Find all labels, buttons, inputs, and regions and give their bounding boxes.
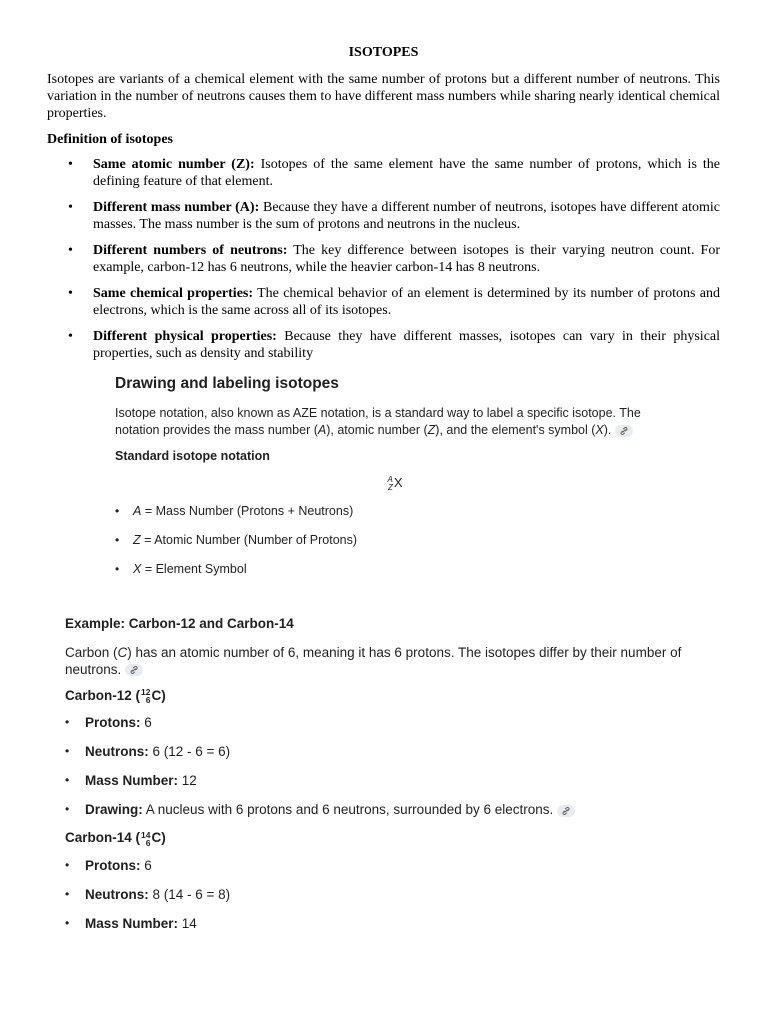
var-z: Z — [427, 423, 436, 437]
item-text: 12 — [178, 773, 197, 789]
legend-text: = Mass Number (Protons + Neutrons) — [141, 504, 354, 518]
legend-var: X — [133, 562, 142, 576]
item-text: A nucleus with 6 protons and 6 neutrons, surrounded by 6 electrons. — [142, 802, 554, 818]
legend-var: Z — [133, 533, 141, 547]
isotope-stack — [141, 831, 150, 847]
legend-text: = Element Symbol — [141, 562, 247, 576]
bullet-icon: • — [68, 286, 73, 301]
bullet-icon: • — [68, 157, 73, 172]
para-text: Carbon ( — [65, 645, 118, 660]
isotope-close: ) — [161, 830, 166, 846]
bullet-text: Because they have different masses, isotopes can vary in their physical properties, such as density and stability — [93, 329, 721, 361]
list-item — [47, 199, 720, 233]
list-item — [65, 886, 705, 903]
para-text: ), atomic number ( — [326, 423, 428, 437]
example-heading: Example: Carbon-12 and Carbon-14 — [65, 616, 294, 631]
bullet-icon: • — [65, 715, 70, 730]
item-term: Mass Number: — [85, 915, 179, 931]
bullet-text: The chemical behavior of an element is determined by its number of protons and electrons, which is the same across all of its isotopes. — [93, 286, 720, 318]
item-text: 6 — [140, 715, 152, 731]
document-body — [47, 44, 720, 371]
isotope-stack — [141, 688, 150, 704]
page-title: ISOTOPES — [348, 45, 419, 60]
list-item — [115, 532, 675, 549]
bullet-icon: • — [68, 200, 73, 215]
isotope-close: ) — [161, 688, 166, 703]
isotope-symbol: C — [151, 830, 162, 846]
bullet-icon: • — [115, 504, 120, 518]
item-text: 6 (12 - 6 = 6) — [148, 744, 231, 760]
isotope-label: Carbon-12 ( — [65, 688, 141, 703]
isotope-mass: 14 — [141, 829, 151, 840]
item-text: 6 — [140, 857, 152, 873]
list-item — [65, 801, 705, 818]
list-item — [65, 772, 705, 789]
bullet-icon: • — [115, 533, 120, 547]
isotope-mass: 12 — [141, 687, 151, 698]
item-term: Mass Number: — [85, 773, 179, 789]
item-term: Neutrons: — [85, 744, 149, 760]
list-item — [65, 857, 705, 874]
bullet-icon: • — [65, 915, 70, 930]
bullet-icon: • — [65, 773, 70, 788]
list-item — [115, 503, 675, 520]
para-text: ) has an atomic number of 6, meaning it has 6 protons. The isotopes differ by their number of neutrons. — [65, 645, 682, 677]
carbon12-list — [65, 714, 705, 818]
item-term: Neutrons: — [85, 886, 149, 902]
item-term: Protons: — [85, 857, 141, 873]
notation-paragraph — [115, 405, 675, 439]
definition-heading: Definition of isotopes — [47, 132, 173, 147]
para-text: ), and the element's symbol ( — [435, 423, 596, 437]
bullet-icon: • — [65, 802, 70, 817]
isotope-notation-inset — [115, 375, 675, 590]
bullet-icon: • — [68, 243, 73, 258]
intro-paragraph: Isotopes are variants of a chemical element with the same number of protons but a different number of neutrons. This variation in the number of neutrons causes them to have different mass numbers while sharing nearly identical chemical properties. — [47, 72, 720, 121]
source-link-icon[interactable] — [125, 664, 143, 676]
source-link-icon[interactable] — [557, 805, 575, 817]
legend-var: A — [133, 504, 142, 518]
list-item — [115, 561, 675, 578]
item-text: 14 — [178, 915, 197, 931]
item-term: Protons: — [85, 715, 141, 731]
list-item — [47, 328, 720, 362]
carbon14-heading — [65, 830, 705, 846]
bullet-term: Different mass number (A): — [93, 200, 260, 215]
list-item — [65, 915, 705, 932]
isotope-atomic: 6 — [145, 837, 151, 848]
source-link-icon[interactable] — [615, 425, 633, 437]
notation-mass: A — [387, 474, 393, 484]
inset-heading: Drawing and labeling isotopes — [115, 375, 339, 392]
para-text: Isotope notation, also known as AZE notation, is a standard way to label a specific isotope. The notation provides the mass number ( — [115, 406, 641, 437]
notation-legend — [115, 503, 675, 578]
bullet-term: Different physical properties: — [93, 329, 277, 344]
bullet-term: Same chemical properties: — [93, 286, 254, 301]
var-a: A — [317, 423, 327, 437]
item-text: 8 (14 - 6 = 8) — [148, 886, 231, 902]
isotope-notation — [115, 475, 675, 493]
carbon12-heading — [65, 688, 705, 704]
bullet-term: Same atomic number (Z): — [93, 157, 255, 172]
var-c: C — [117, 645, 128, 660]
notation-symbol: X — [393, 475, 403, 490]
bullet-text: Isotopes of the same element have the same number of protons, which is the defining feature of that element. — [93, 157, 720, 189]
bullet-icon: • — [68, 329, 73, 344]
var-x: X — [595, 423, 604, 437]
carbon14-list — [65, 857, 705, 932]
notation-heading: Standard isotope notation — [115, 449, 270, 463]
bullet-icon: • — [65, 886, 70, 901]
list-item — [65, 743, 705, 760]
item-term: Drawing: — [85, 802, 143, 818]
isotope-atomic: 6 — [145, 695, 151, 706]
list-item — [65, 714, 705, 731]
para-text: ). — [603, 423, 612, 437]
definition-list — [47, 156, 720, 362]
bullet-text: Because they have a different number of neutrons, isotopes have different atomic masses. The mass number is the sum of protons and neutrons in the nucleus. — [93, 200, 720, 232]
bullet-term: Different numbers of neutrons: — [93, 243, 288, 258]
notation-stack — [387, 476, 392, 492]
isotope-label: Carbon-14 ( — [65, 830, 141, 846]
bullet-icon: • — [65, 744, 70, 759]
list-item — [47, 156, 720, 190]
carbon-example-section — [65, 616, 705, 944]
bullet-icon: • — [65, 857, 70, 872]
example-paragraph — [65, 644, 705, 678]
list-item — [47, 285, 720, 319]
isotope-symbol: C — [151, 688, 162, 703]
bullet-icon: • — [115, 562, 120, 576]
bullet-text: The key difference between isotopes is their varying neutron count. For example, carbon-12 has 6 neutrons, while the heavier carbon-14 has 8 neutrons. — [93, 243, 721, 275]
legend-text: = Atomic Number (Number of Protons) — [140, 533, 358, 547]
notation-atomic: Z — [387, 482, 393, 492]
list-item — [47, 242, 720, 276]
